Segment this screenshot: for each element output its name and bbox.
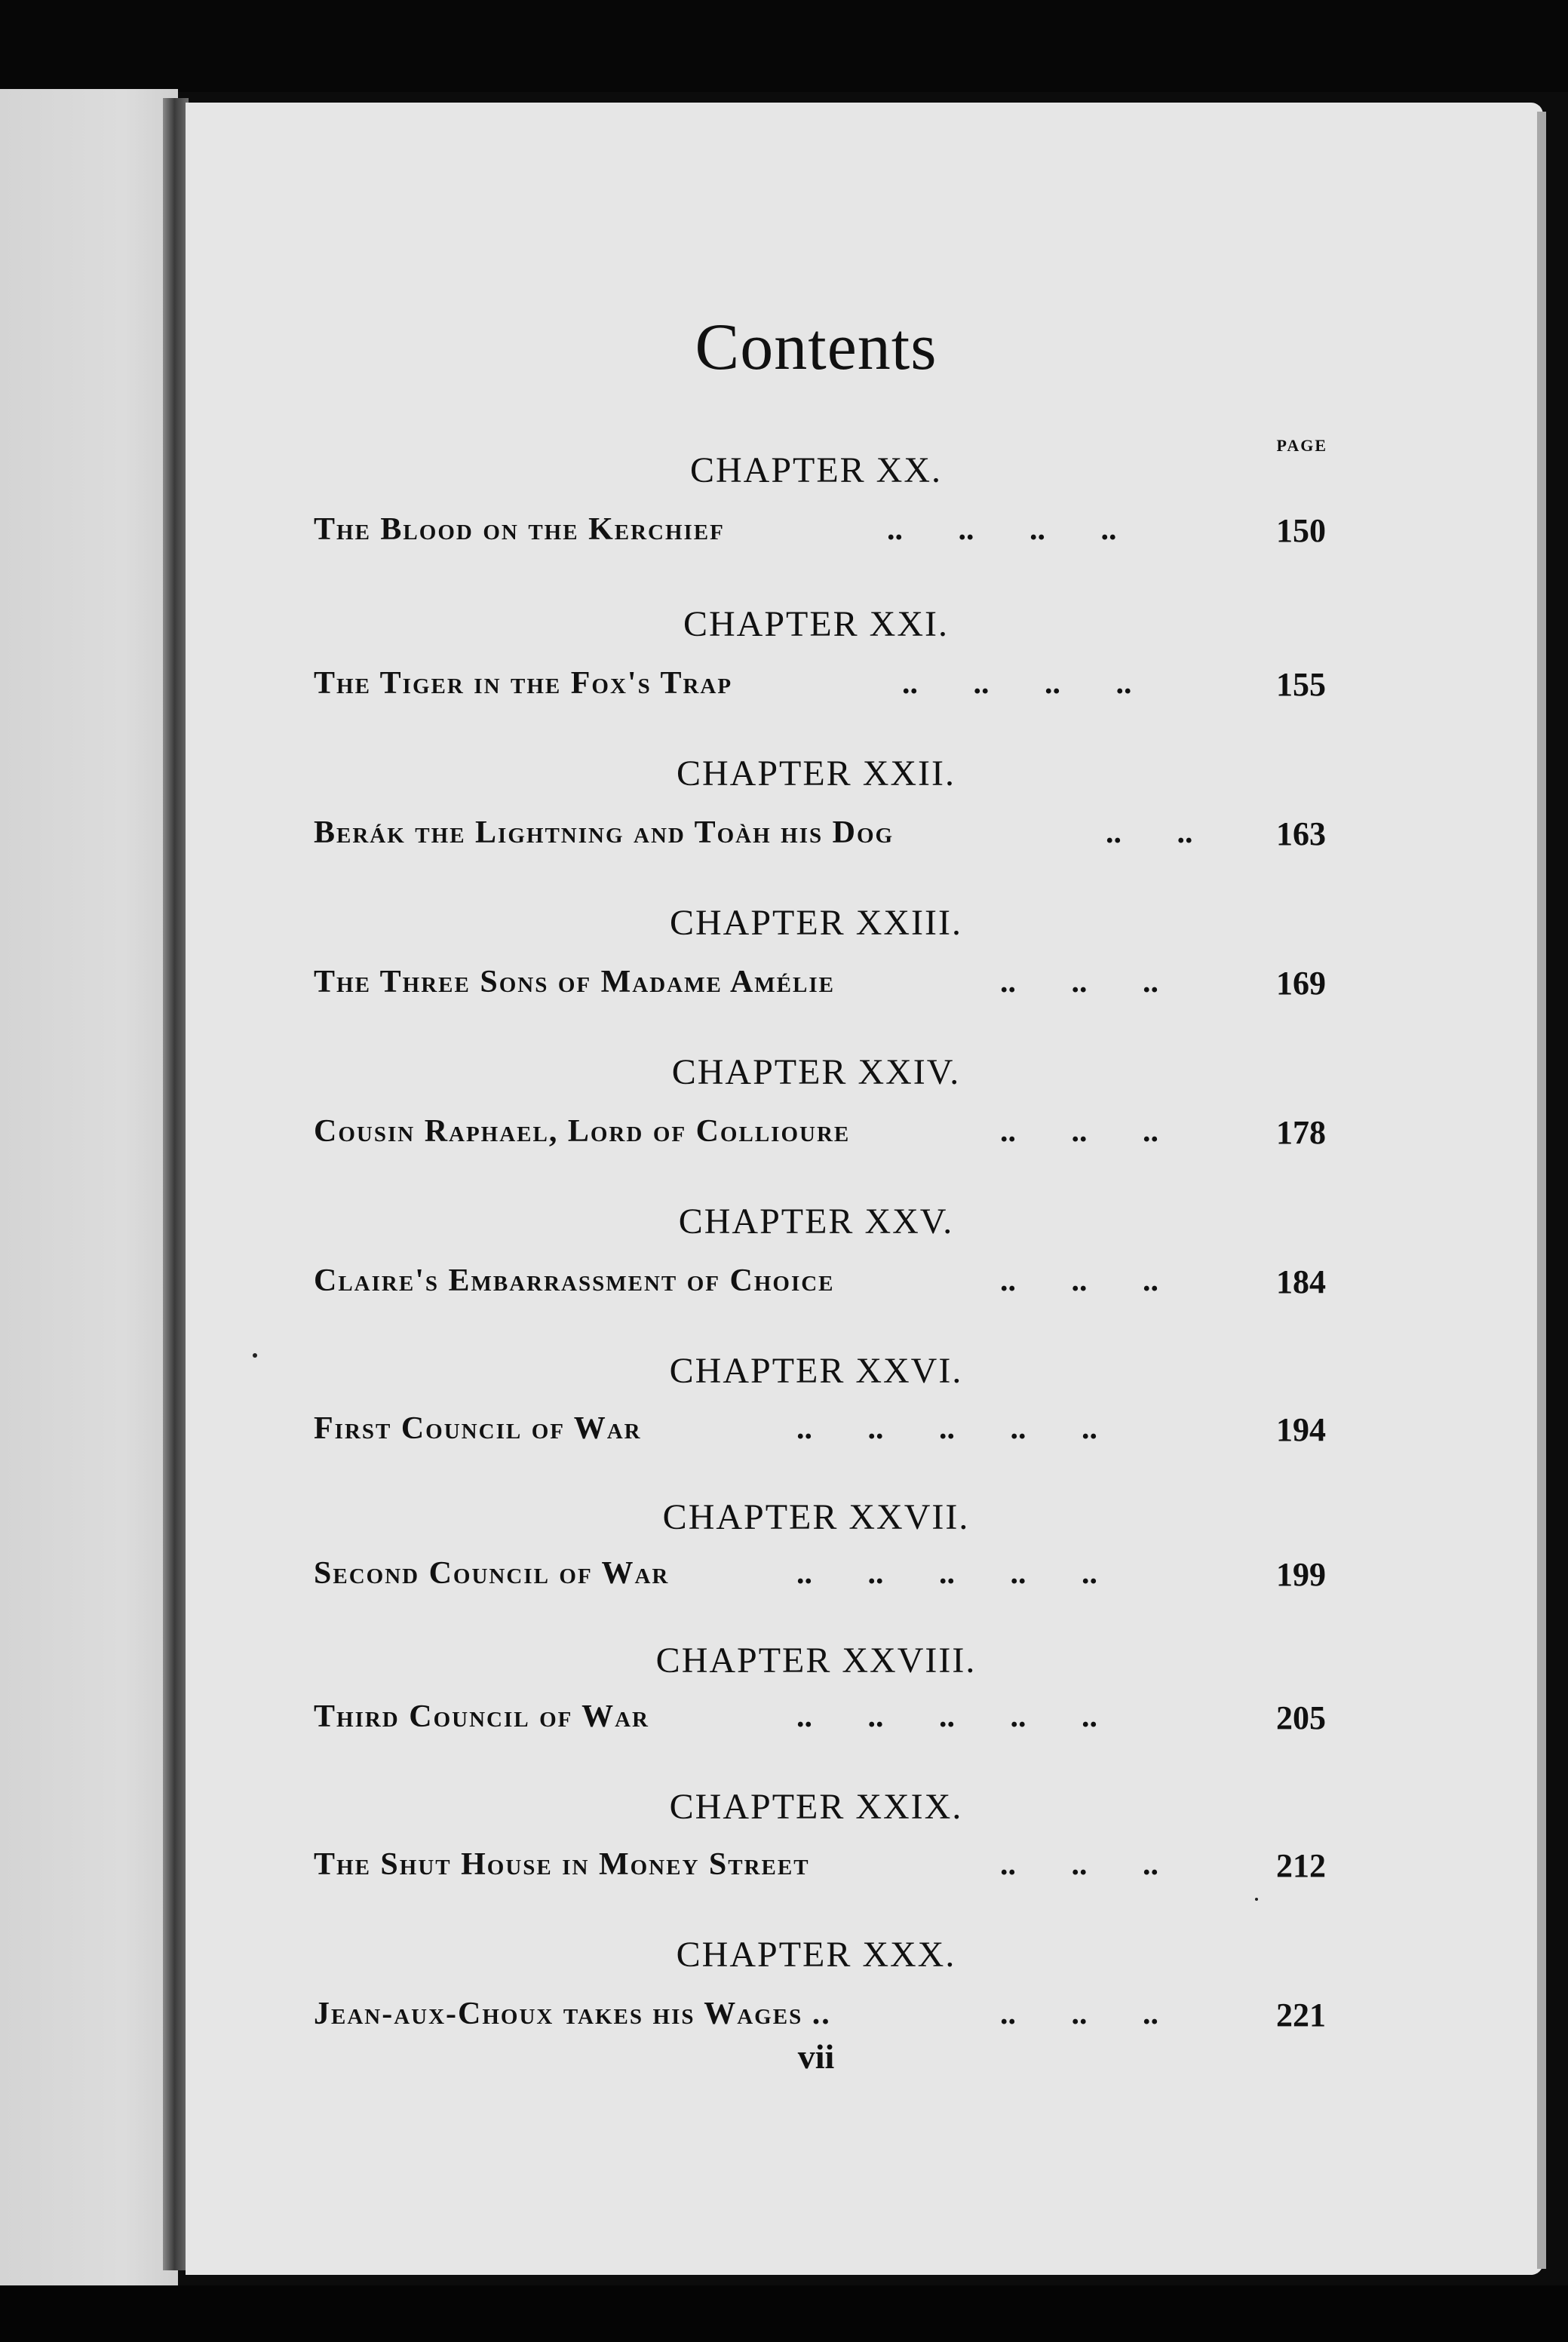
toc-entry[interactable] — [314, 1555, 1332, 1601]
entry-title: The Shut House in Money Street — [314, 1847, 810, 1882]
chapter-heading: CHAPTER XXX. — [676, 1935, 956, 1975]
entry-page-number: 163 — [1276, 815, 1326, 852]
page-column-label: PAGE — [1276, 436, 1327, 455]
entry-page-number: 155 — [1276, 666, 1326, 703]
entry-title: Claire's Embarrassment of Choice — [314, 1263, 835, 1298]
entry-page-number: 184 — [1276, 1263, 1326, 1300]
toc-entry[interactable] — [314, 815, 1332, 860]
entry-page-number: 205 — [1276, 1699, 1326, 1736]
entry-page-number: 221 — [1276, 1997, 1326, 2034]
dot-leader: .. .. .. .. .. — [796, 1699, 1097, 1734]
toc-entry[interactable] — [314, 1410, 1332, 1456]
entry-page-number: 199 — [1276, 1556, 1326, 1593]
dot-leader: .. .. .. .. — [887, 512, 1117, 547]
entry-page-number: 194 — [1276, 1411, 1326, 1448]
scan-speck — [253, 1353, 257, 1358]
chapter-heading: CHAPTER XXIX. — [669, 1787, 963, 1827]
dot-leader: .. .. .. — [1000, 1263, 1158, 1298]
chapter-heading: CHAPTER XXV. — [678, 1202, 954, 1242]
entry-title: Second Council of War — [314, 1556, 670, 1591]
chapter-heading: CHAPTER XXI. — [683, 604, 949, 644]
entry-title: The Three Sons of Madame Amélie — [314, 965, 835, 999]
entry-title: The Tiger in the Fox's Trap — [314, 666, 733, 701]
dot-leader: .. .. .. — [1000, 1847, 1158, 1882]
chapter-heading: CHAPTER XXVII. — [662, 1497, 970, 1537]
entry-title: Berák the Lightning and Toàh his Dog — [314, 815, 894, 850]
toc-entry[interactable] — [314, 1846, 1332, 1892]
chapter-heading: CHAPTER XXII. — [677, 754, 956, 793]
dot-leader: .. .. .. — [1000, 1997, 1158, 2031]
chapter-heading: CHAPTER XXIV. — [671, 1052, 961, 1092]
chapter-heading: CHAPTER XXIII. — [670, 903, 962, 943]
entry-page-number: 150 — [1276, 512, 1326, 549]
entry-page-number: 169 — [1276, 965, 1326, 1002]
toc-entry[interactable] — [314, 511, 1332, 557]
entry-title: Cousin Raphael, Lord of Collioure — [314, 1114, 851, 1149]
dot-leader: .. .. .. — [1000, 1114, 1158, 1149]
dot-leader: .. .. .. .. .. — [796, 1411, 1097, 1446]
entry-page-number: 178 — [1276, 1114, 1326, 1151]
entry-title: The Blood on the Kerchief — [314, 512, 725, 547]
toc-entry[interactable] — [314, 665, 1332, 711]
dot-leader: .. .. .. .. .. — [796, 1556, 1097, 1591]
toc-entry[interactable] — [314, 1699, 1332, 1744]
dot-leader: .. .. .. .. — [902, 666, 1132, 701]
page-title: Contents — [695, 311, 937, 384]
dot-leader: .. .. .. — [1000, 965, 1158, 999]
scan-border-bottom — [0, 2285, 1568, 2342]
scan-border-top — [0, 0, 1568, 92]
dot-leader: .. .. — [1106, 815, 1193, 850]
chapter-heading: CHAPTER XXVIII. — [655, 1641, 977, 1681]
page-folio: vii — [797, 2037, 835, 2076]
toc-entry[interactable] — [314, 964, 1332, 1009]
entry-title: Jean-aux-Choux takes his Wages .. — [314, 1997, 831, 2031]
chapter-heading: CHAPTER XXVI. — [669, 1351, 963, 1391]
scan-speck — [1255, 1898, 1258, 1901]
chapter-heading: CHAPTER XX. — [689, 450, 943, 490]
entry-title: First Council of War — [314, 1411, 642, 1446]
toc-entry[interactable] — [314, 1996, 1332, 2041]
entry-page-number: 212 — [1276, 1847, 1326, 1884]
toc-entry[interactable] — [314, 1113, 1332, 1159]
toc-entry[interactable] — [314, 1263, 1332, 1308]
entry-title: Third Council of War — [314, 1699, 649, 1734]
